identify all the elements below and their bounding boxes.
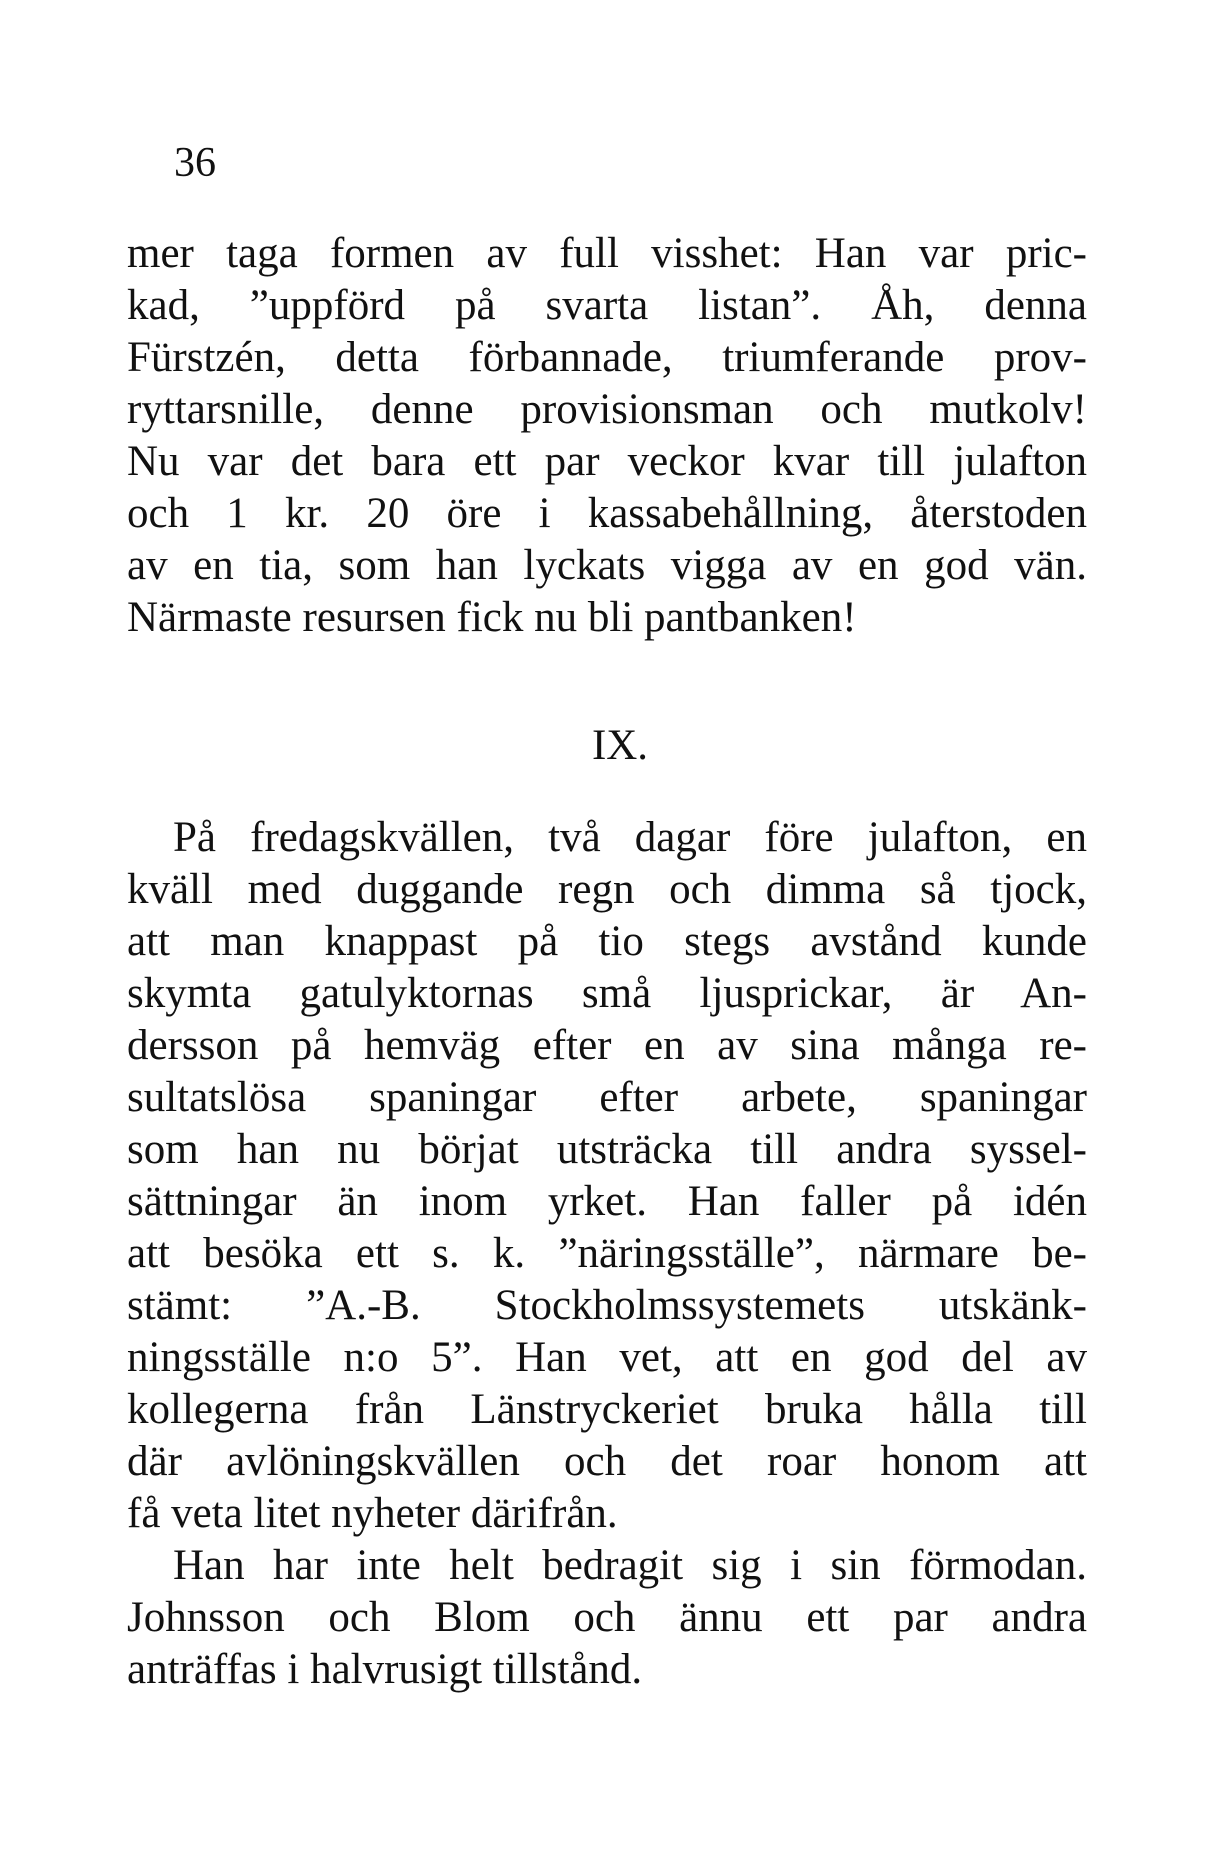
- page-number: 36: [174, 140, 216, 186]
- text-line: att besöka ett s. k. ”näringsställe”, närmare be-: [127, 1230, 1087, 1277]
- text-line: och 1 kr. 20 öre i kassabehållning, återstoden: [127, 490, 1087, 537]
- text-line: Fürstzén, detta förbannade, triumferande prov-: [127, 334, 1087, 381]
- text-line: att man knappast på tio stegs avstånd kunde: [127, 918, 1087, 965]
- paragraph-2: [127, 812, 1087, 1696]
- text-line: ryttarsnille, denne provisionsman och mutkolv!: [127, 386, 1087, 433]
- text-line: Han har inte helt bedragit sig i sin förmodan.: [173, 1542, 1087, 1589]
- text-line: Nu var det bara ett par veckor kvar till julafton: [127, 438, 1087, 485]
- text-line: kväll med duggande regn och dimma så tjock,: [127, 866, 1087, 913]
- text-line: Närmaste resursen fick nu bli pantbanken!: [127, 594, 857, 641]
- text-line: sättningar än inom yrket. Han faller på idén: [127, 1178, 1087, 1225]
- text-line: kollegerna från Länstryckeriet bruka hålla till: [127, 1386, 1087, 1433]
- text-line: kad, ”uppförd på svarta listan”. Åh, denna: [127, 282, 1087, 329]
- chapter-heading: [0, 720, 1216, 772]
- text-line: sultatslösa spaningar efter arbete, spaningar: [127, 1074, 1087, 1121]
- text-line: mer taga formen av full visshet: Han var pric-: [127, 230, 1087, 277]
- paragraph-1: [127, 228, 1087, 644]
- chapter-heading-text: IX.: [591, 722, 649, 769]
- text-line: skymta gatulyktornas små ljusprickar, är An-: [127, 970, 1087, 1017]
- text-line: dersson på hemväg efter en av sina många re-: [127, 1022, 1087, 1069]
- text-line: På fredagskvällen, två dagar före julafton, en: [173, 814, 1087, 861]
- text-line: där avlöningskvällen och det roar honom att: [127, 1438, 1087, 1485]
- text-line: stämt: ”A.-B. Stockholmssystemets utskänk-: [127, 1282, 1087, 1329]
- text-line: Johnsson och Blom och ännu ett par andra: [127, 1594, 1087, 1641]
- text-line: ningsställe n:o 5”. Han vet, att en god del av: [127, 1334, 1087, 1381]
- text-line: få veta litet nyheter därifrån.: [127, 1490, 618, 1537]
- text-line: som han nu börjat utsträcka till andra syssel-: [127, 1126, 1087, 1173]
- text-line: anträffas i halvrusigt tillstånd.: [127, 1646, 643, 1693]
- text-line: av en tia, som han lyckats vigga av en god vän.: [127, 542, 1087, 589]
